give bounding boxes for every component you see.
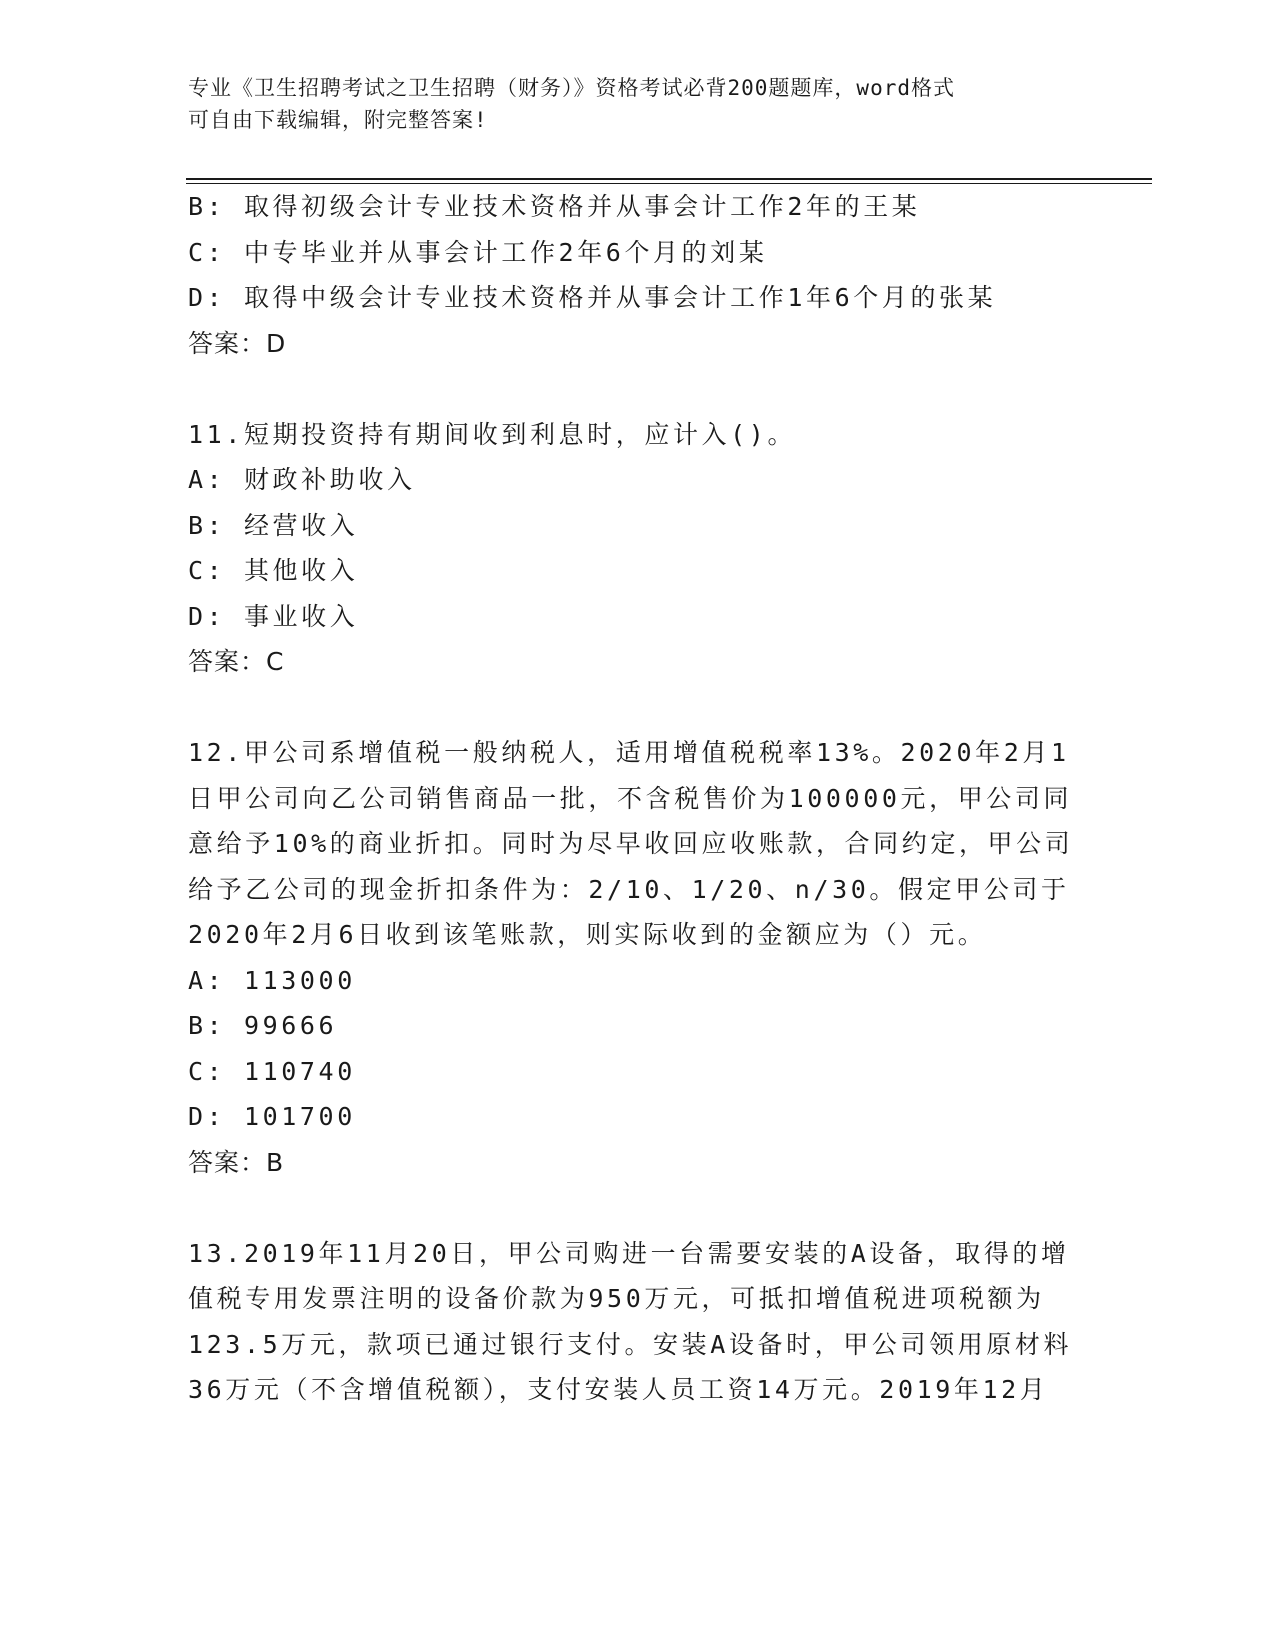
- q13-stem-line: 36万元（不含增值税额），支付安装人员工资14万元。2019年12月: [188, 1375, 1049, 1404]
- header-divider-thick: [186, 178, 1152, 180]
- spacer: [188, 685, 1088, 731]
- q12-option-c: C: 110740: [188, 1056, 356, 1086]
- q12-answer: 答案：B: [188, 1147, 285, 1177]
- q12-stem-line: 2020年2月6日收到该笔账款，则实际收到的金额应为（）元。: [188, 920, 987, 949]
- spacer: [188, 366, 1088, 412]
- q11-option-c: C: 其他收入: [188, 556, 359, 585]
- q10-answer: 答案：D: [188, 328, 287, 358]
- spacer: [188, 1185, 1088, 1231]
- document-header: [188, 72, 1088, 136]
- q10-option-b: B: 取得初级会计专业技术资格并从事会计工作2年的王某: [188, 192, 921, 221]
- q12-option-a: A: 113000: [188, 965, 356, 995]
- q12-option-d: D: 101700: [188, 1102, 356, 1131]
- q13-stem-line: 13.2019年11月20日，甲公司购进一台需要安装的A设备，取得的增: [188, 1238, 1070, 1268]
- q11-answer: 答案：C: [188, 647, 285, 676]
- q10-option-d: D: 取得中级会计专业技术资格并从事会计工作1年6个月的张某: [188, 283, 997, 312]
- q11-stem: 11.短期投资持有期间收到利息时，应计入()。: [188, 419, 797, 449]
- header-title-line-1: 专业《卫生招聘考试之卫生招聘（财务）》资格考试必背200题题库，word格式: [188, 76, 955, 100]
- q12-stem-line: 日甲公司向乙公司销售商品一批，不含税售价为100000元，甲公司同: [188, 783, 1073, 813]
- q13-stem-line: 123.5万元，款项已通过银行支付。安装A设备时，甲公司领用原材料: [188, 1329, 1073, 1359]
- q11-option-d: D: 事业收入: [188, 601, 359, 631]
- q13-stem-line: 值税专用发票注明的设备价款为950万元，可抵扣增值税进项税额为: [188, 1284, 1045, 1313]
- q12-stem-line: 意给予10%的商业折扣。同时为尽早收回应收账款，合同约定，甲公司: [188, 829, 1074, 858]
- q10-option-c: C: 中专毕业并从事会计工作2年6个月的刘某: [188, 237, 768, 267]
- q11-option-a: A: 财政补助收入: [188, 465, 416, 494]
- q12-stem-line: 给予乙公司的现金折扣条件为：2/10、1/20、n/30。假定甲公司于: [188, 874, 1070, 904]
- question-content: [188, 184, 1088, 1413]
- q12-stem-line: 12.甲公司系增值税一般纳税人，适用增值税税率13%。2020年2月1: [188, 738, 1070, 767]
- q11-option-b: B: 经营收入: [188, 510, 359, 540]
- header-title-line-2: 可自由下载编辑，附完整答案!: [188, 108, 488, 132]
- q12-option-b: B: 99666: [188, 1011, 338, 1040]
